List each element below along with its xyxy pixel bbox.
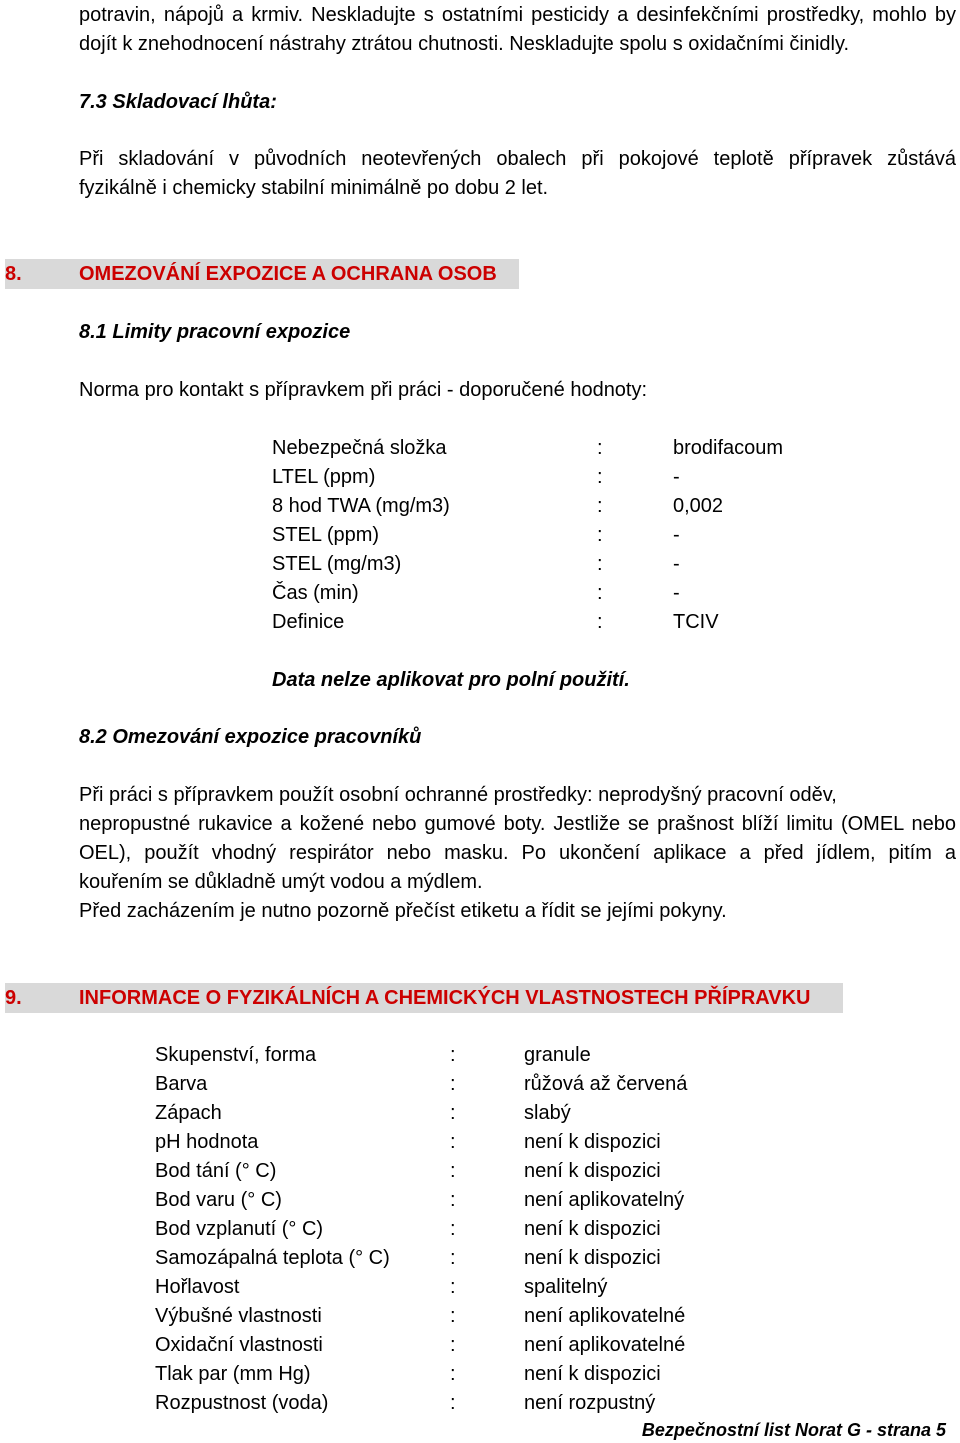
property-sep: : bbox=[450, 1073, 456, 1095]
section-8-2-line-3: OEL), použít vhodný respirátor nebo masku. Po ukončení aplikace a před jídlem, pitím a bbox=[79, 842, 956, 864]
property-value: není aplikovatelné bbox=[524, 1334, 686, 1356]
section-8-2-line-5: Před zacházením je nutno pozorně přečíst etiketu a řídit se jejími pokyny. bbox=[79, 900, 727, 922]
section-9-number: 9. bbox=[5, 987, 22, 1009]
exposure-sep: : bbox=[597, 437, 603, 459]
exposure-note: Data nelze aplikovat pro polní použití. bbox=[272, 669, 630, 691]
property-value: není k dispozici bbox=[524, 1218, 661, 1240]
section-8-title: OMEZOVÁNÍ EXPOZICE A OCHRANA OSOB bbox=[79, 263, 497, 285]
exposure-sep: : bbox=[597, 495, 603, 517]
property-label: Oxidační vlastnosti bbox=[155, 1334, 323, 1356]
property-sep: : bbox=[450, 1044, 456, 1066]
property-value: granule bbox=[524, 1044, 591, 1066]
property-value: není k dispozici bbox=[524, 1131, 661, 1153]
exposure-label: LTEL (ppm) bbox=[272, 466, 376, 488]
property-sep: : bbox=[450, 1305, 456, 1327]
section-7-3-line-1: Při skladování v původních neotevřených obalech při pokojové teplotě přípravek zůstává bbox=[79, 148, 956, 170]
property-label: Bod varu (° C) bbox=[155, 1189, 282, 1211]
exposure-value: - bbox=[673, 582, 680, 604]
intro-line-1: potravin, nápojů a krmiv. Neskladujte s ostatními pesticidy a desinfekčními prostředky, mohlo by bbox=[79, 4, 956, 26]
section-8-1-intro: Norma pro kontakt s přípravkem při práci - doporučené hodnoty: bbox=[79, 379, 648, 401]
section-7-3-line-2: fyzikálně i chemicky stabilní minimálně po dobu 2 let. bbox=[79, 177, 549, 199]
exposure-label: Definice bbox=[272, 611, 345, 633]
property-value: není aplikovatelné bbox=[524, 1305, 686, 1327]
property-value: není aplikovatelný bbox=[524, 1189, 685, 1211]
property-label: pH hodnota bbox=[155, 1131, 259, 1153]
exposure-value: - bbox=[673, 466, 680, 488]
property-sep: : bbox=[450, 1102, 456, 1124]
exposure-label: 8 hod TWA (mg/m3) bbox=[272, 495, 450, 517]
property-value: slabý bbox=[524, 1102, 571, 1124]
page-footer: Bezpečnostní list Norat G - strana 5 bbox=[641, 1420, 946, 1440]
property-label: Hořlavost bbox=[155, 1276, 240, 1298]
exposure-value: TCIV bbox=[673, 611, 719, 633]
property-label: Barva bbox=[155, 1073, 208, 1095]
property-label: Zápach bbox=[155, 1102, 222, 1124]
property-sep: : bbox=[450, 1189, 456, 1211]
intro-line-2: dojít k znehodnocení nástrahy ztrátou chutnosti. Neskladujte spolu s oxidačními činidly. bbox=[79, 33, 850, 55]
property-value: není k dispozici bbox=[524, 1363, 661, 1385]
exposure-sep: : bbox=[597, 466, 603, 488]
section-7-3-heading: 7.3 Skladovací lhůta: bbox=[79, 91, 277, 113]
property-sep: : bbox=[450, 1334, 456, 1356]
exposure-value: brodifacoum bbox=[673, 437, 784, 459]
property-value: není k dispozici bbox=[524, 1160, 661, 1182]
property-sep: : bbox=[450, 1247, 456, 1269]
property-label: Rozpustnost (voda) bbox=[155, 1392, 329, 1414]
property-value: není k dispozici bbox=[524, 1247, 661, 1269]
section-8-number: 8. bbox=[5, 263, 22, 285]
property-sep: : bbox=[450, 1363, 456, 1385]
property-sep: : bbox=[450, 1160, 456, 1182]
section-8-1-heading: 8.1 Limity pracovní expozice bbox=[79, 321, 351, 343]
exposure-label: STEL (mg/m3) bbox=[272, 553, 402, 575]
exposure-sep: : bbox=[597, 582, 603, 604]
property-label: Tlak par (mm Hg) bbox=[155, 1363, 311, 1385]
property-value: růžová až červená bbox=[524, 1073, 688, 1095]
property-sep: : bbox=[450, 1392, 456, 1414]
property-sep: : bbox=[450, 1131, 456, 1153]
exposure-label: Nebezpečná složka bbox=[272, 437, 447, 459]
exposure-value: - bbox=[673, 524, 680, 546]
exposure-value: 0,002 bbox=[673, 495, 724, 517]
section-8-2-line-1: Při práci s přípravkem použít osobní ochranné prostředky: neprodyšný pracovní oděv, bbox=[79, 784, 837, 806]
property-label: Samozápalná teplota (° C) bbox=[155, 1247, 390, 1269]
property-value: spalitelný bbox=[524, 1276, 608, 1298]
exposure-sep: : bbox=[597, 553, 603, 575]
section-8-2-line-4: kouřením se důkladně umýt vodou a mýdlem. bbox=[79, 871, 483, 893]
section-8-2-line-2: nepropustné rukavice a kožené nebo gumové boty. Jestliže se prašnost blíží limitu (OMEL nebo bbox=[79, 813, 956, 835]
exposure-value: - bbox=[673, 553, 680, 575]
exposure-sep: : bbox=[597, 611, 603, 633]
section-9-title: INFORMACE O FYZIKÁLNÍCH A CHEMICKÝCH VLASTNOSTECH PŘÍPRAVKU bbox=[79, 987, 811, 1009]
property-label: Výbušné vlastnosti bbox=[155, 1305, 322, 1327]
section-8-2-heading: 8.2 Omezování expozice pracovníků bbox=[79, 726, 422, 748]
property-label: Bod vzplanutí (° C) bbox=[155, 1218, 324, 1240]
exposure-sep: : bbox=[597, 524, 603, 546]
property-sep: : bbox=[450, 1218, 456, 1240]
property-label: Skupenství, forma bbox=[155, 1044, 317, 1066]
property-value: není rozpustný bbox=[524, 1392, 656, 1414]
exposure-label: Čas (min) bbox=[272, 582, 359, 604]
property-sep: : bbox=[450, 1276, 456, 1298]
exposure-label: STEL (ppm) bbox=[272, 524, 380, 546]
property-label: Bod tání (° C) bbox=[155, 1160, 277, 1182]
